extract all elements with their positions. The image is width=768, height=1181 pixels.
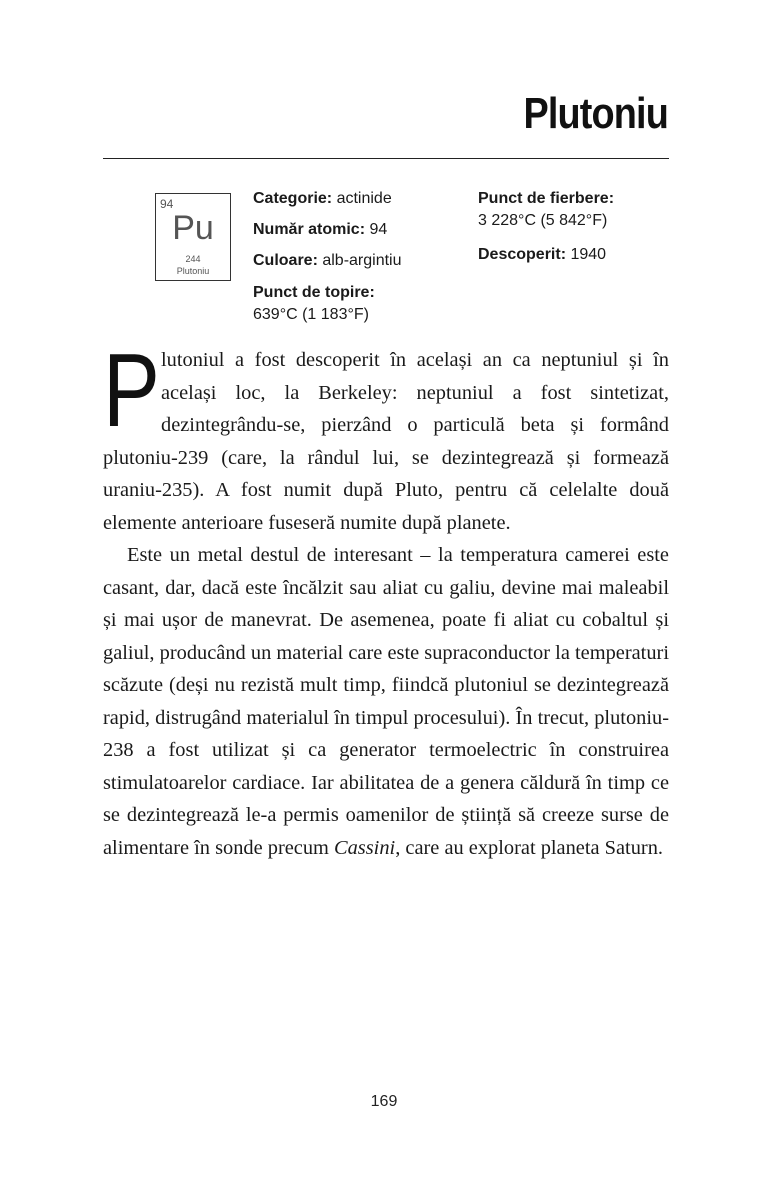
fact-boiling-point: Punct de fierbere: 3 228°C (5 842°F) (478, 190, 615, 229)
tile-symbol: Pu (172, 209, 214, 247)
article-body (103, 333, 669, 864)
paragraph-2: Este un metal destul de interesant – la temperatura camerei este casant, dar, dacă este încălzit sau aliat cu galiu, devine mai maleabil și mai ușor de manevrat. De asemenea, poate fi aliat cu cobaltul și galiul, producând un material care este supraconductor la temperaturi scăzute (deși nu rezistă mult timp, fiindcă plutoniul se dezintegrează rapid, distrugând materialul în timpul procesului). În trecut, plutoniu-238 a fost utilizat și ca generator termoelectric în construirea stimulatoarelor cardiace. Iar abilitatea de a genera căldură în timp ce se dezintegrează le-a permis oamenilor de știință să creeze surse de alimentare în sonde precum Cassini, care au explorat planeta Saturn. (103, 544, 669, 859)
page-number: 169 (370, 1093, 398, 1110)
fact-atomic-number: Număr atomic: 94 (253, 221, 388, 238)
drop-cap: P (103, 333, 160, 449)
page-title: Plutoniu (523, 89, 668, 138)
element-tile (155, 193, 231, 281)
tile-mass: 244 (185, 254, 201, 264)
tile-atomic-number: 94 (160, 197, 174, 211)
fact-category: Categorie: actinide (253, 190, 392, 207)
paragraph-1: Plutoniul a fost descoperit în același an ca neptuniul și în același loc, la Berkeley: neptuniul a fost sintetizat, dezintegrându-se, pierzând o particulă beta și formând plutoniu-239 (care, la rândul lui, se dezintegrează și formează uraniu-235). A fost numit după Pluto, pentru că celelalte două elemente anterioare fuseseră numite după planete. (103, 333, 669, 534)
fact-melting-point: Punct de topire: 639°C (1 183°F) (253, 284, 375, 323)
tile-name: Plutoniu (176, 266, 210, 276)
fact-discovered: Descoperit: 1940 (478, 246, 607, 263)
title-divider (103, 158, 669, 159)
fact-color: Culoare: alb-argintiu (253, 252, 402, 269)
